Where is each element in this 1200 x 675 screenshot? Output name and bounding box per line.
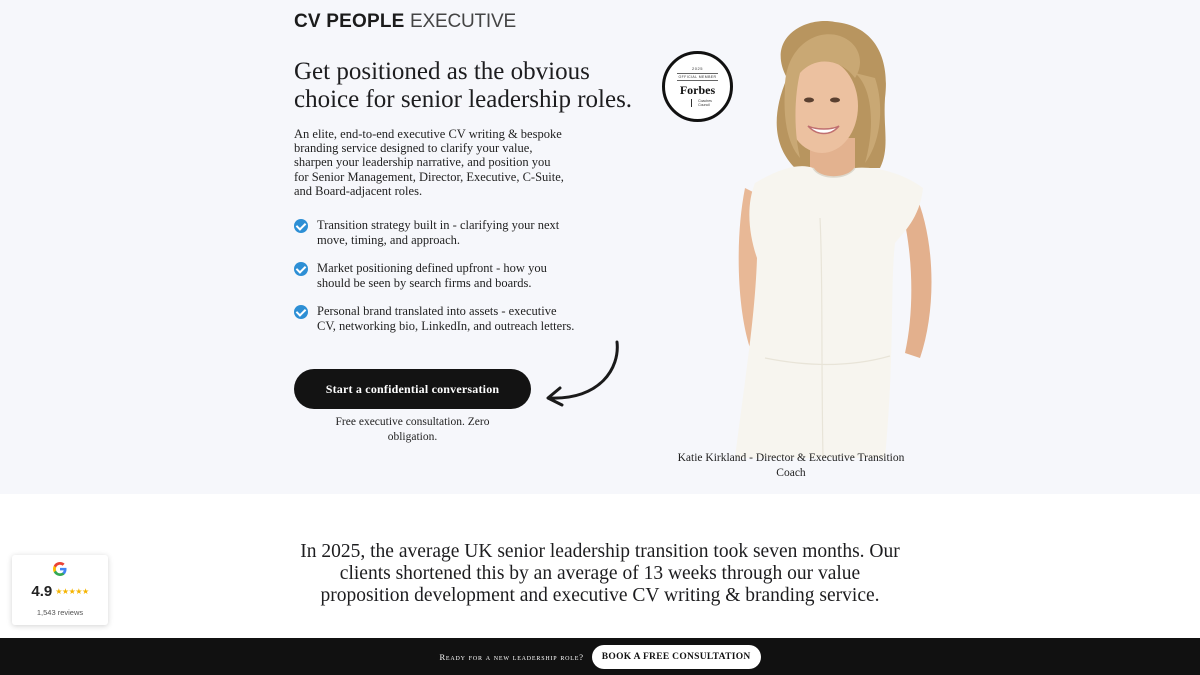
check-circle-icon	[294, 262, 308, 276]
logo-bold-text: CV PEOPLE	[294, 11, 405, 32]
google-review-widget[interactable]	[12, 555, 108, 625]
star-rating-icon: ★★★★★	[55, 587, 89, 596]
rating-row	[12, 583, 108, 600]
forbes-council-badge	[662, 51, 733, 122]
start-conversation-button[interactable]: Start a confidential conversation	[294, 369, 531, 409]
logo-light-text: EXECUTIVE	[410, 11, 516, 32]
badge-council-line2: Council	[698, 103, 710, 107]
badge-brand: Forbes	[679, 83, 716, 97]
sticky-bottom-bar	[0, 638, 1200, 675]
bottom-bar-prompt: Ready for a new leadership role?	[439, 651, 584, 662]
badge-council-line1: Coaches	[698, 99, 712, 103]
benefit-item	[294, 261, 584, 291]
benefit-text: Personal brand translated into assets - executive CV, networking bio, LinkedIn, and outreach letters.	[317, 304, 575, 333]
cta-note: Free executive consultation. Zero obligation.	[335, 416, 490, 443]
site-logo[interactable]	[294, 11, 516, 33]
hero-intro: An elite, end-to-end executive CV writing & bespoke branding service designed to clarify your value, sharpen your leadership narrative, and position you for Senior Management, Director, Executive, C-Suite, and Board-adjacent roles.	[294, 127, 564, 198]
review-count: 1,543 reviews	[36, 608, 84, 617]
benefit-item	[294, 218, 584, 248]
book-consultation-button[interactable]: BOOK A FREE CONSULTATION	[592, 645, 761, 669]
google-icon	[52, 561, 68, 577]
benefit-text: Transition strategy built in - clarifying your next move, timing, and approach.	[317, 218, 560, 247]
hero-headline: Get positioned as the obvious choice for senior leadership roles.	[294, 58, 633, 113]
benefit-item	[294, 304, 584, 334]
portrait-caption: Katie Kirkland - Director & Executive Transition Coach	[677, 452, 905, 479]
curved-arrow-icon	[540, 338, 630, 413]
stat-statement: In 2025, the average UK senior leadership transition took seven months. Our clients shortened this by an average of 13 weeks through our value proposition development and executive CV writing & branding service.	[300, 541, 900, 606]
rating-value: 4.9	[31, 583, 53, 600]
check-circle-icon	[294, 305, 308, 319]
benefit-text: Market positioning defined upfront - how you should be seen by search firms and boards.	[317, 261, 547, 290]
badge-council	[691, 99, 712, 107]
badge-member: OFFICIAL MEMBER	[678, 75, 717, 79]
badge-year: 2025	[692, 66, 703, 71]
benefit-list	[294, 218, 584, 347]
check-circle-icon	[294, 219, 308, 233]
coach-portrait-image	[725, 18, 940, 458]
